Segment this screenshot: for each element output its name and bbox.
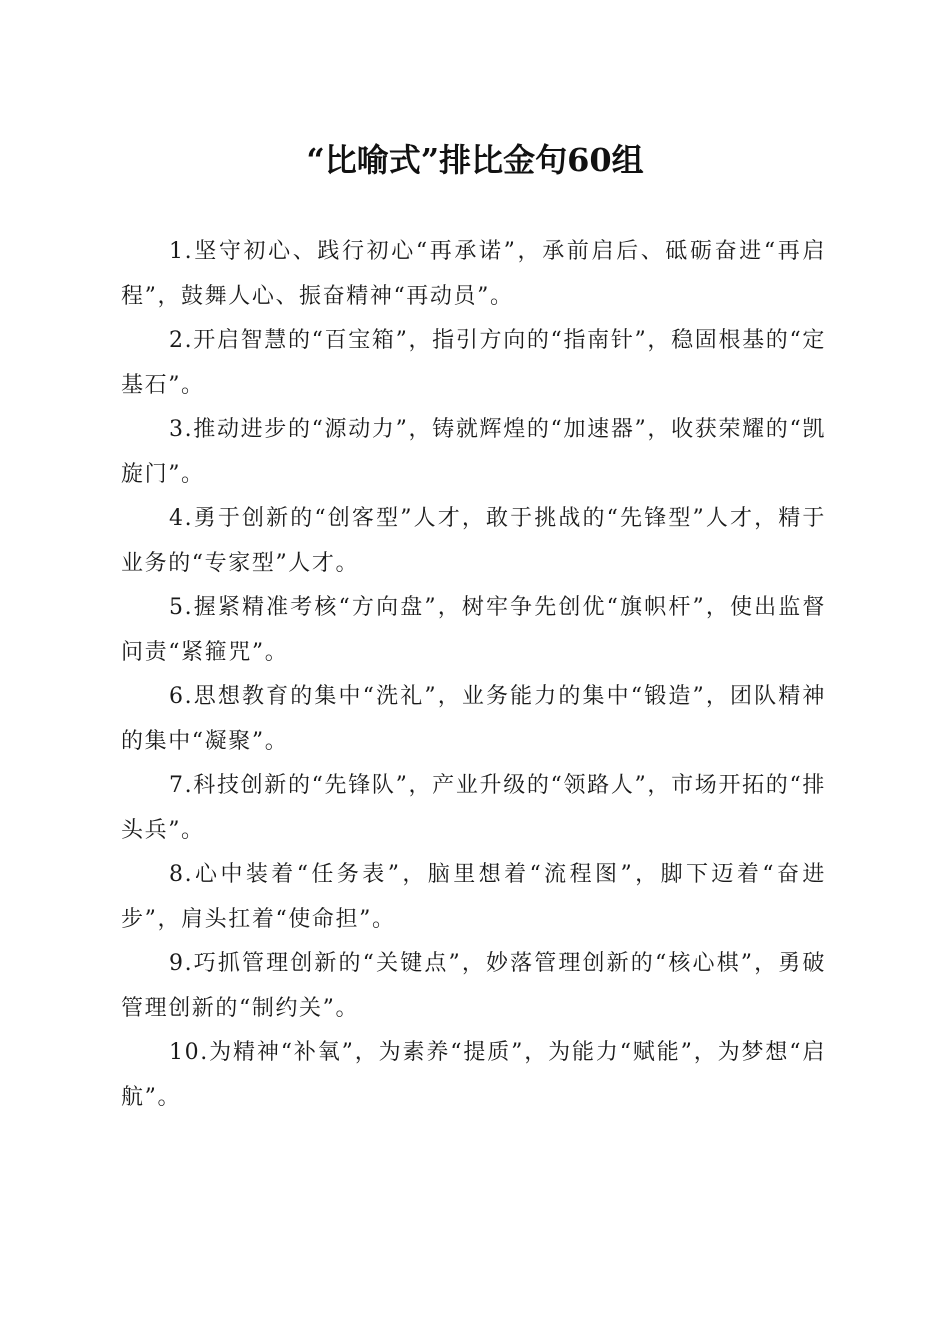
document-title: “比喻式”排比金句60组: [306, 141, 644, 179]
paragraph-1: 1.坚守初心、践行初心“再承诺”，承前启后、砥砺奋进“再启程”，鼓舞人心、振奋精神“再动员”。: [121, 239, 826, 309]
paragraph-10: 10.为精神“补氧”，为素养“提质”，为能力“赋能”，为梦想“启航”。: [121, 1040, 826, 1110]
paragraph-7: 7.科技创新的“先锋队”，产业升级的“领路人”，市场开拓的“排头兵”。: [121, 773, 826, 843]
paragraph-4: 4.勇于创新的“创客型”人才，敢于挑战的“先锋型”人才，精于业务的“专家型”人才。: [121, 506, 826, 576]
paragraph-5: 5.握紧精准考核“方向盘”，树牢争先创优“旗帜杆”，使出监督问责“紧箍咒”。: [121, 595, 826, 665]
paragraph-3: 3.推动进步的“源动力”，铸就辉煌的“加速器”，收获荣耀的“凯旋门”。: [121, 417, 826, 487]
paragraph-2: 2.开启智慧的“百宝箱”，指引方向的“指南针”，稳固根基的“定基石”。: [121, 328, 826, 398]
paragraph-6: 6.思想教育的集中“洗礼”，业务能力的集中“锻造”，团队精神的集中“凝聚”。: [121, 684, 826, 754]
paragraph-8: 8.心中装着“任务表”，脑里想着“流程图”，脚下迈着“奋进步”，肩头扛着“使命担”。: [121, 862, 826, 932]
paragraph-9: 9.巧抓管理创新的“关键点”，妙落管理创新的“核心棋”，勇破管理创新的“制约关”。: [121, 951, 826, 1021]
document-body: [121, 230, 826, 1120]
